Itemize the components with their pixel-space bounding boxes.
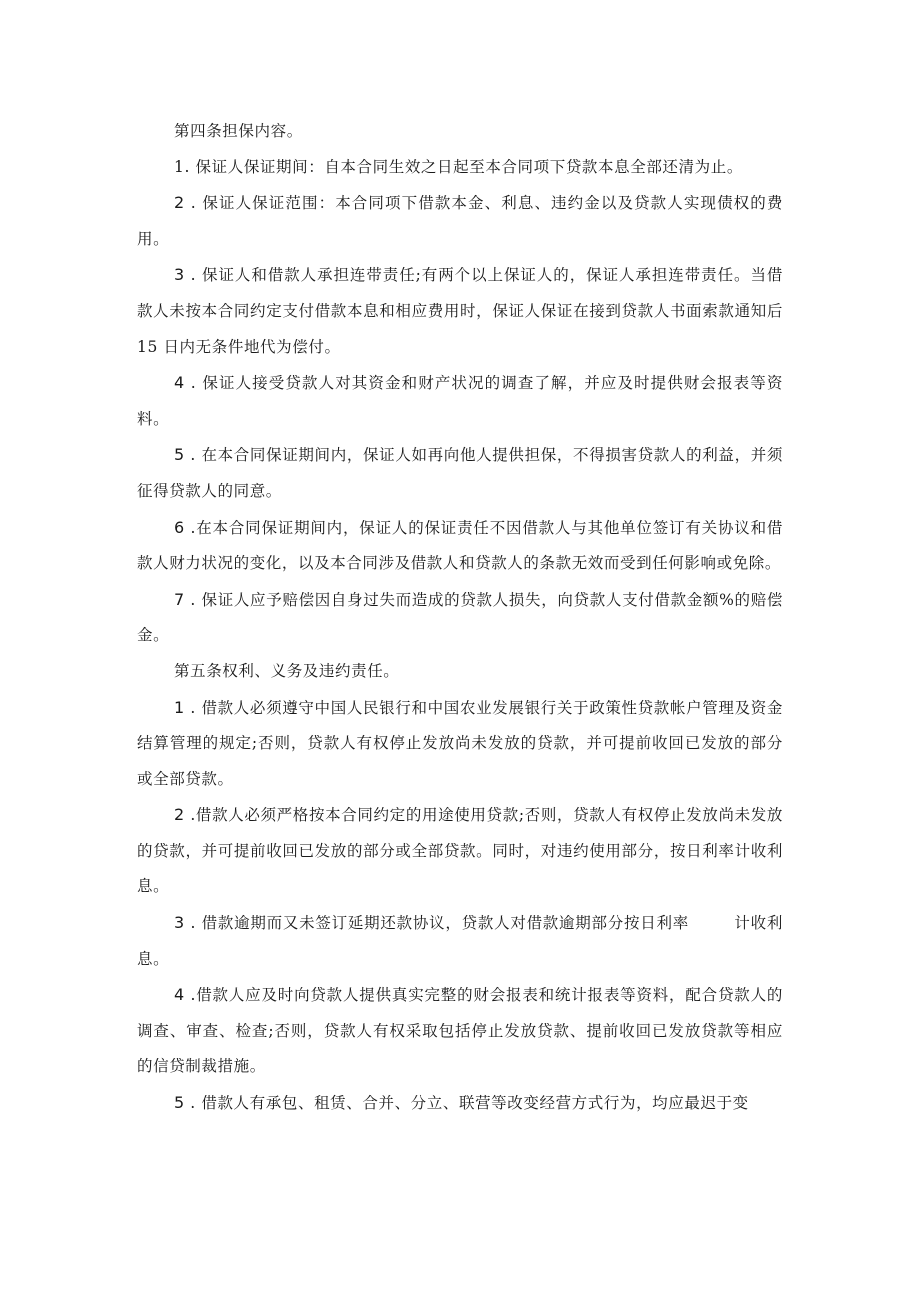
document-body (137, 114, 789, 1122)
item-number: 5 (174, 445, 185, 465)
paragraph-text: . 借款逾期而又未签订延期还款协议，贷款人对借款逾期部分按日利率 计收利息。 (137, 914, 783, 968)
paragraph-article-4-item-2 (137, 185, 783, 257)
paragraph-text: . 在本合同保证期间内，保证人如再向他人提供担保，不得损害贷款人的利益，并须征得贷款人的同意。 (137, 446, 783, 500)
item-number: 1 (174, 697, 185, 717)
paragraph-text: . 借款人必须遵守中国人民银行和中国农业发展银行关于政策性贷款帐户管理及资金结算管理的规定;否则，贷款人有权停止发放尚未发放的贷款，并可提前收回已发放的部分或全部贷款。 (137, 698, 783, 788)
paragraph-article-5-item-2 (137, 797, 783, 905)
paragraph-text: 第四条担保内容。 (174, 122, 303, 140)
paragraph-article-5-heading (137, 654, 783, 690)
paragraph-text: .借款人应及时向贷款人提供真实完整的财会报表和统计报表等资料，配合贷款人的调查、审查、检查;否则，贷款人有权采取包括停止发放贷款、提前收回已发放贷款等相应的信贷制裁措施。 (137, 986, 783, 1076)
paragraph-text: .在本合同保证期间内，保证人的保证责任不因借款人与其他单位签订有关协议和借款人财力状况的变化，以及本合同涉及借款人和贷款人的条款无效而受到任何影响或免除。 (137, 518, 783, 573)
paragraph-article-5-item-4 (137, 977, 783, 1085)
item-number: 4 (174, 985, 185, 1005)
item-number: 6 (174, 517, 185, 537)
paragraph-article-5-item-3 (137, 905, 783, 977)
paragraph-article-5-item-1 (137, 690, 783, 798)
item-number: 3 (174, 913, 185, 933)
paragraph-text: .借款人必须严格按本合同约定的用途使用贷款;否则，贷款人有权停止发放尚未发放的贷款，并可提前收回已发放的部分或全部贷款。同时，对违约使用部分，按日利率计收利息。 (137, 806, 783, 896)
paragraph-article-5-item-5 (137, 1085, 783, 1122)
paragraph-article-4-item-3 (137, 257, 789, 365)
paragraph-article-4-item-6 (137, 510, 783, 582)
paragraph-text: . 保证人接受贷款人对其资金和财产状况的调查了解，并应及时提供财会报表等资料。 (137, 374, 783, 428)
item-number: 2 (174, 805, 185, 825)
paragraph-text: . 保证人保证范围：本合同项下借款本金、利息、违约金以及贷款人实现债权的费用。 (137, 194, 783, 248)
paragraph-article-4-item-5 (137, 437, 783, 509)
item-number: 3 (174, 265, 185, 285)
item-number: 4 (174, 373, 185, 393)
paragraph-text: . 保证人应予赔偿因自身过失而造成的贷款人损失，向贷款人支付借款金额%的赔偿金。 (137, 590, 783, 645)
paragraph-text: 第五条权利、义务及违约责任。 (174, 661, 400, 680)
item-number: 5 (174, 1093, 185, 1113)
item-number: 7 (174, 589, 185, 609)
paragraph-text: . 保证人和借款人承担连带责任;有两个以上保证人的，保证人承担连带责任。当借款人未按本合同约定支付借款本息和相应费用时，保证人保证在接到贷款人书面索款通知后 15 日内无条件地代为偿付。 (137, 266, 789, 356)
item-number: 2 (174, 193, 185, 213)
paragraph-article-4-item-4 (137, 365, 783, 437)
paragraph-text: . 借款人有承包、租赁、合并、分立、联营等改变经营方式行为，均应最迟于变 (184, 1094, 749, 1113)
paragraph-text: 1. 保证人保证期间：自本合同生效之日起至本合同项下贷款本息全部还清为止。 (174, 157, 743, 176)
paragraph-article-4-item-1 (137, 150, 783, 186)
paragraph-article-4-item-7 (137, 582, 783, 654)
paragraph-article-4-heading (137, 114, 783, 150)
